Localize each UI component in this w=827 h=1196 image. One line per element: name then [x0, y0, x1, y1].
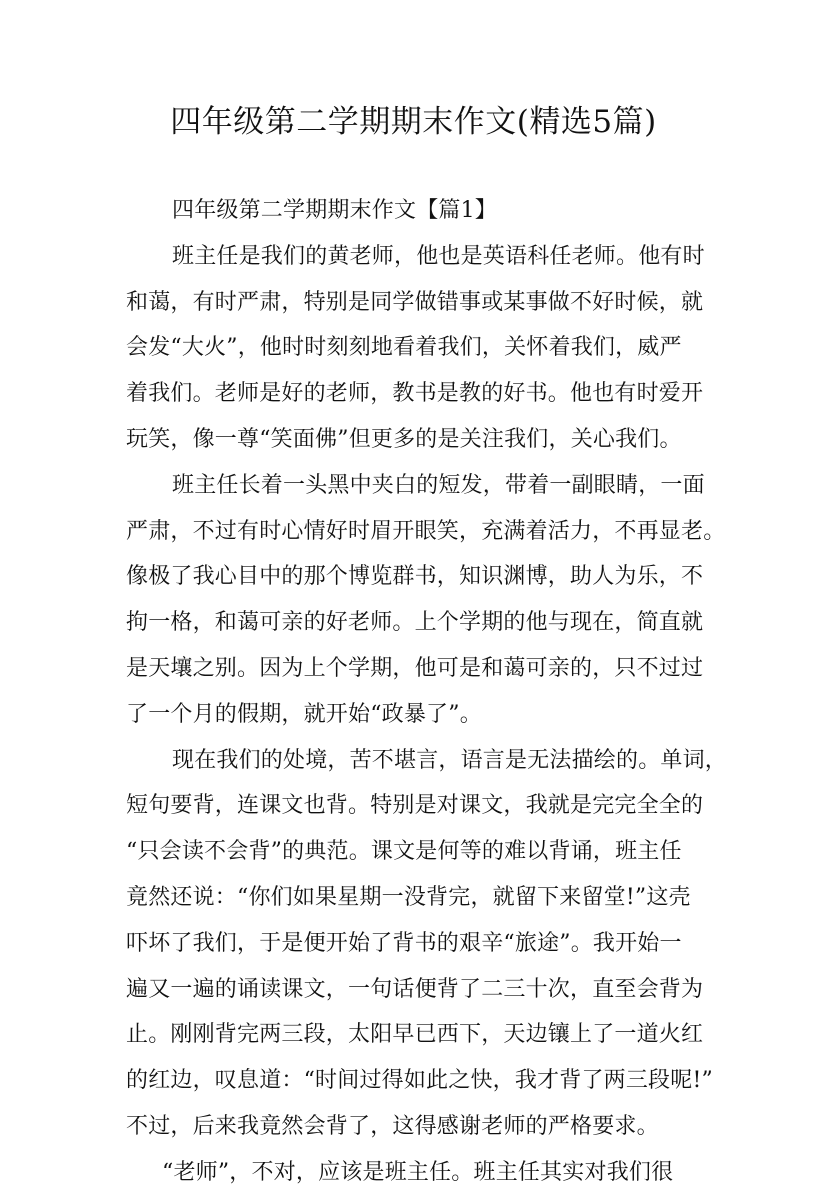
paragraph-line: 不过，后来我竟然会背了，这得感谢老师的严格要求。: [126, 1113, 659, 1139]
paragraph-line: 拘一格，和蔼可亲的好老师。上个学期的他与现在，简直就: [126, 610, 704, 636]
paragraph-line: 遍又一遍的诵读课文，一句话便背了二三十次，直至会背为: [126, 976, 704, 1002]
paragraph-line: 现在我们的处境，苦不堪言，语言是无法描绘的。单词，: [172, 747, 728, 773]
paragraph-line: 的红边，叹息道：“时间过得如此之快，我才背了两三段呢!”: [126, 1068, 713, 1094]
paragraph-line: 吓坏了我们，于是便开始了背书的艰辛“旅途”。我开始一: [126, 930, 682, 956]
paragraph-line: 着我们。老师是好的老师，教书是教的好书。他也有时爱开: [126, 381, 704, 407]
paragraph-line: 严肃，不过有时心情好时眉开眼笑，充满着活力，不再显老。: [126, 518, 726, 544]
paragraph-line: 和蔼，有时严肃，特别是同学做错事或某事做不好时候，就: [126, 289, 704, 315]
paragraph-line: 班主任长着一头黑中夹白的短发，带着一副眼睛，一面: [172, 472, 705, 498]
paragraph-line: 了一个月的假期，就开始“政暴了”。: [126, 701, 482, 727]
paragraph-line: 玩笑，像一尊“笑面佛”但更多的是关注我们，关心我们。: [126, 426, 682, 452]
paragraph-line: 竟然还说：“你们如果星期一没背完，就留下来留堂!”这壳: [126, 884, 691, 910]
section-heading: 四年级第二学期期末作文【篇1】: [172, 198, 497, 223]
paragraph-line: “老师”，不对，应该是班主任。班主任其实对我们很: [162, 1159, 674, 1185]
paragraph-line: 像极了我心目中的那个博览群书，知识渊博，助人为乐，不: [126, 564, 704, 590]
paragraph-line: “只会读不会背”的典范。课文是何等的难以背诵，班主任: [126, 839, 682, 865]
paragraph-line: 止。刚刚背完两三段，太阳早已西下，天边镶上了一道火红: [126, 1022, 704, 1048]
document-body: [126, 188, 728, 1196]
document-title: 四年级第二学期期末作文(精选5篇): [170, 104, 657, 140]
paragraph-line: 会发“大火”，他时时刻刻地看着我们，关怀着我们，威严: [126, 335, 682, 361]
paragraph-line: 短句要背，连课文也背。特别是对课文，我就是完完全全的: [126, 793, 704, 819]
paragraph-line: 是天壤之别。因为上个学期，他可是和蔼可亲的，只不过过: [126, 655, 704, 681]
paragraph-line: 班主任是我们的黄老师，他也是英语科任老师。他有时: [172, 243, 705, 269]
